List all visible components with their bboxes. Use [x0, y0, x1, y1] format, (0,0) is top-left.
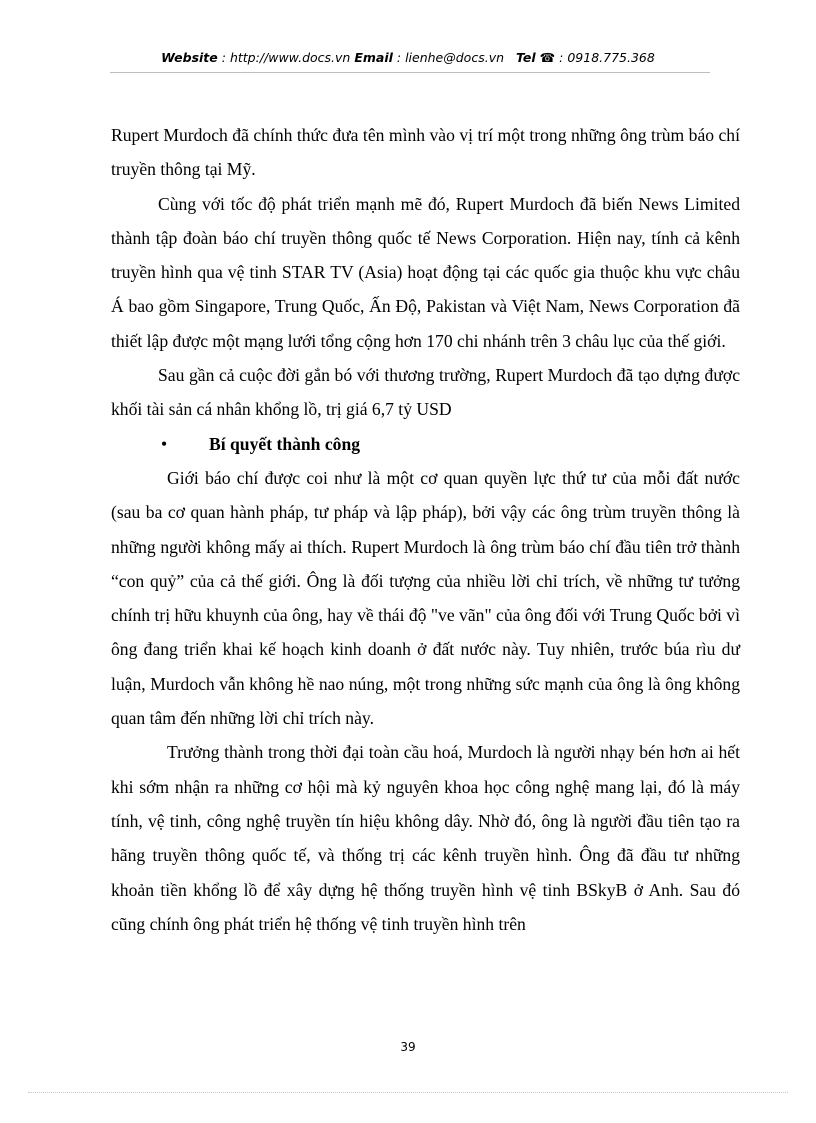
- paragraph-3: Sau gần cả cuộc đời gắn bó với thương trường, Rupert Murdoch đã tạo dựng được khối tài sản cá nhân khổng lồ, trị giá 6,7 tỷ USD: [111, 365, 740, 420]
- website-url[interactable]: http://www.docs.vn: [229, 50, 351, 65]
- website-separator: :: [217, 50, 230, 65]
- email-address[interactable]: lienhe@docs.vn: [405, 50, 505, 65]
- tel-number: : 0918.775.368: [555, 50, 655, 65]
- paragraph-2: Cùng với tốc độ phát triển mạnh mẽ đó, Rupert Murdoch đã biến News Limited thành tập đoàn báo chí truyền thông quốc tế News Corporation. Hiện nay, tính cả kênh truyền hình qua vệ tinh STAR TV (Asia) hoạt động tại các quốc gia thuộc khu vực châu Á bao gồm Singapore, Trung Quốc, Ấn Độ, Pakistan và Việt Nam, News Corporation đã thiết lập được một mạng lưới tổng cộng hơn 170 chi nhánh trên 3 châu lục của thế giới.: [111, 193, 740, 351]
- email-label: Email: [354, 50, 393, 65]
- paragraph-5: Trưởng thành trong thời đại toàn cầu hoá, Murdoch là người nhạy bén hơn ai hết khi sớm nhận ra những cơ hội mà kỷ nguyên khoa học công nghệ mang lại, đó là máy tính, vệ tinh, công nghệ truyền tín hiệu không dây. Nhờ đó, ông là người đầu tiên tạo ra hãng truyền thông quốc tế, và thống trị các kênh truyền hình. Ông đã đầu tư những khoản tiền khổng lồ để xây dựng hệ thống truyền hình vệ tinh BSkyB ở Anh. Sau đó cũng chính ông phát triển hệ thống vệ tinh truyền hình trên: [111, 742, 740, 934]
- section-heading: [111, 427, 740, 461]
- email-separator: :: [392, 50, 406, 65]
- paragraph-4: Giới báo chí được coi như là một cơ quan quyền lực thứ tư của mỗi đất nước (sau ba cơ quan hành pháp, tư pháp và lập pháp), bởi vậy các ông trùm truyền thông là những người không mấy ai thích. Rupert Murdoch là ông trùm báo chí đầu tiên trở thành “con quỷ” của cả thế giới. Ông là đối tượng của nhiều lời chỉ trích, về những tư tưởng chính trị hữu khuynh của ông, hay về thái độ "ve vãn" của ông đối với Trung Quốc bởi vì ông đang triển khai kế hoạch kinh doanh ở đất nước này. Tuy nhiên, trước búa rìu dư luận, Murdoch vẫn không hề nao núng, một trong những sức mạnh của ông là ông không quan tâm đến những lời chỉ trích này.: [111, 467, 740, 729]
- phone-icon: ☎: [539, 50, 556, 65]
- section-heading-text: Bí quyết thành công: [209, 433, 361, 454]
- page-number: 39: [400, 1040, 416, 1054]
- header-divider: [110, 72, 710, 73]
- footer-divider: [28, 1092, 788, 1093]
- tel-label: Tel: [515, 50, 536, 65]
- page-header: [0, 50, 816, 65]
- paragraph-1: Rupert Murdoch đã chính thức đưa tên mình vào vị trí một trong những ông trùm báo chí truyền thông tại Mỹ.: [111, 125, 740, 180]
- document-body: [111, 118, 740, 941]
- website-label: Website: [161, 50, 218, 65]
- bullet-icon: •: [161, 433, 168, 454]
